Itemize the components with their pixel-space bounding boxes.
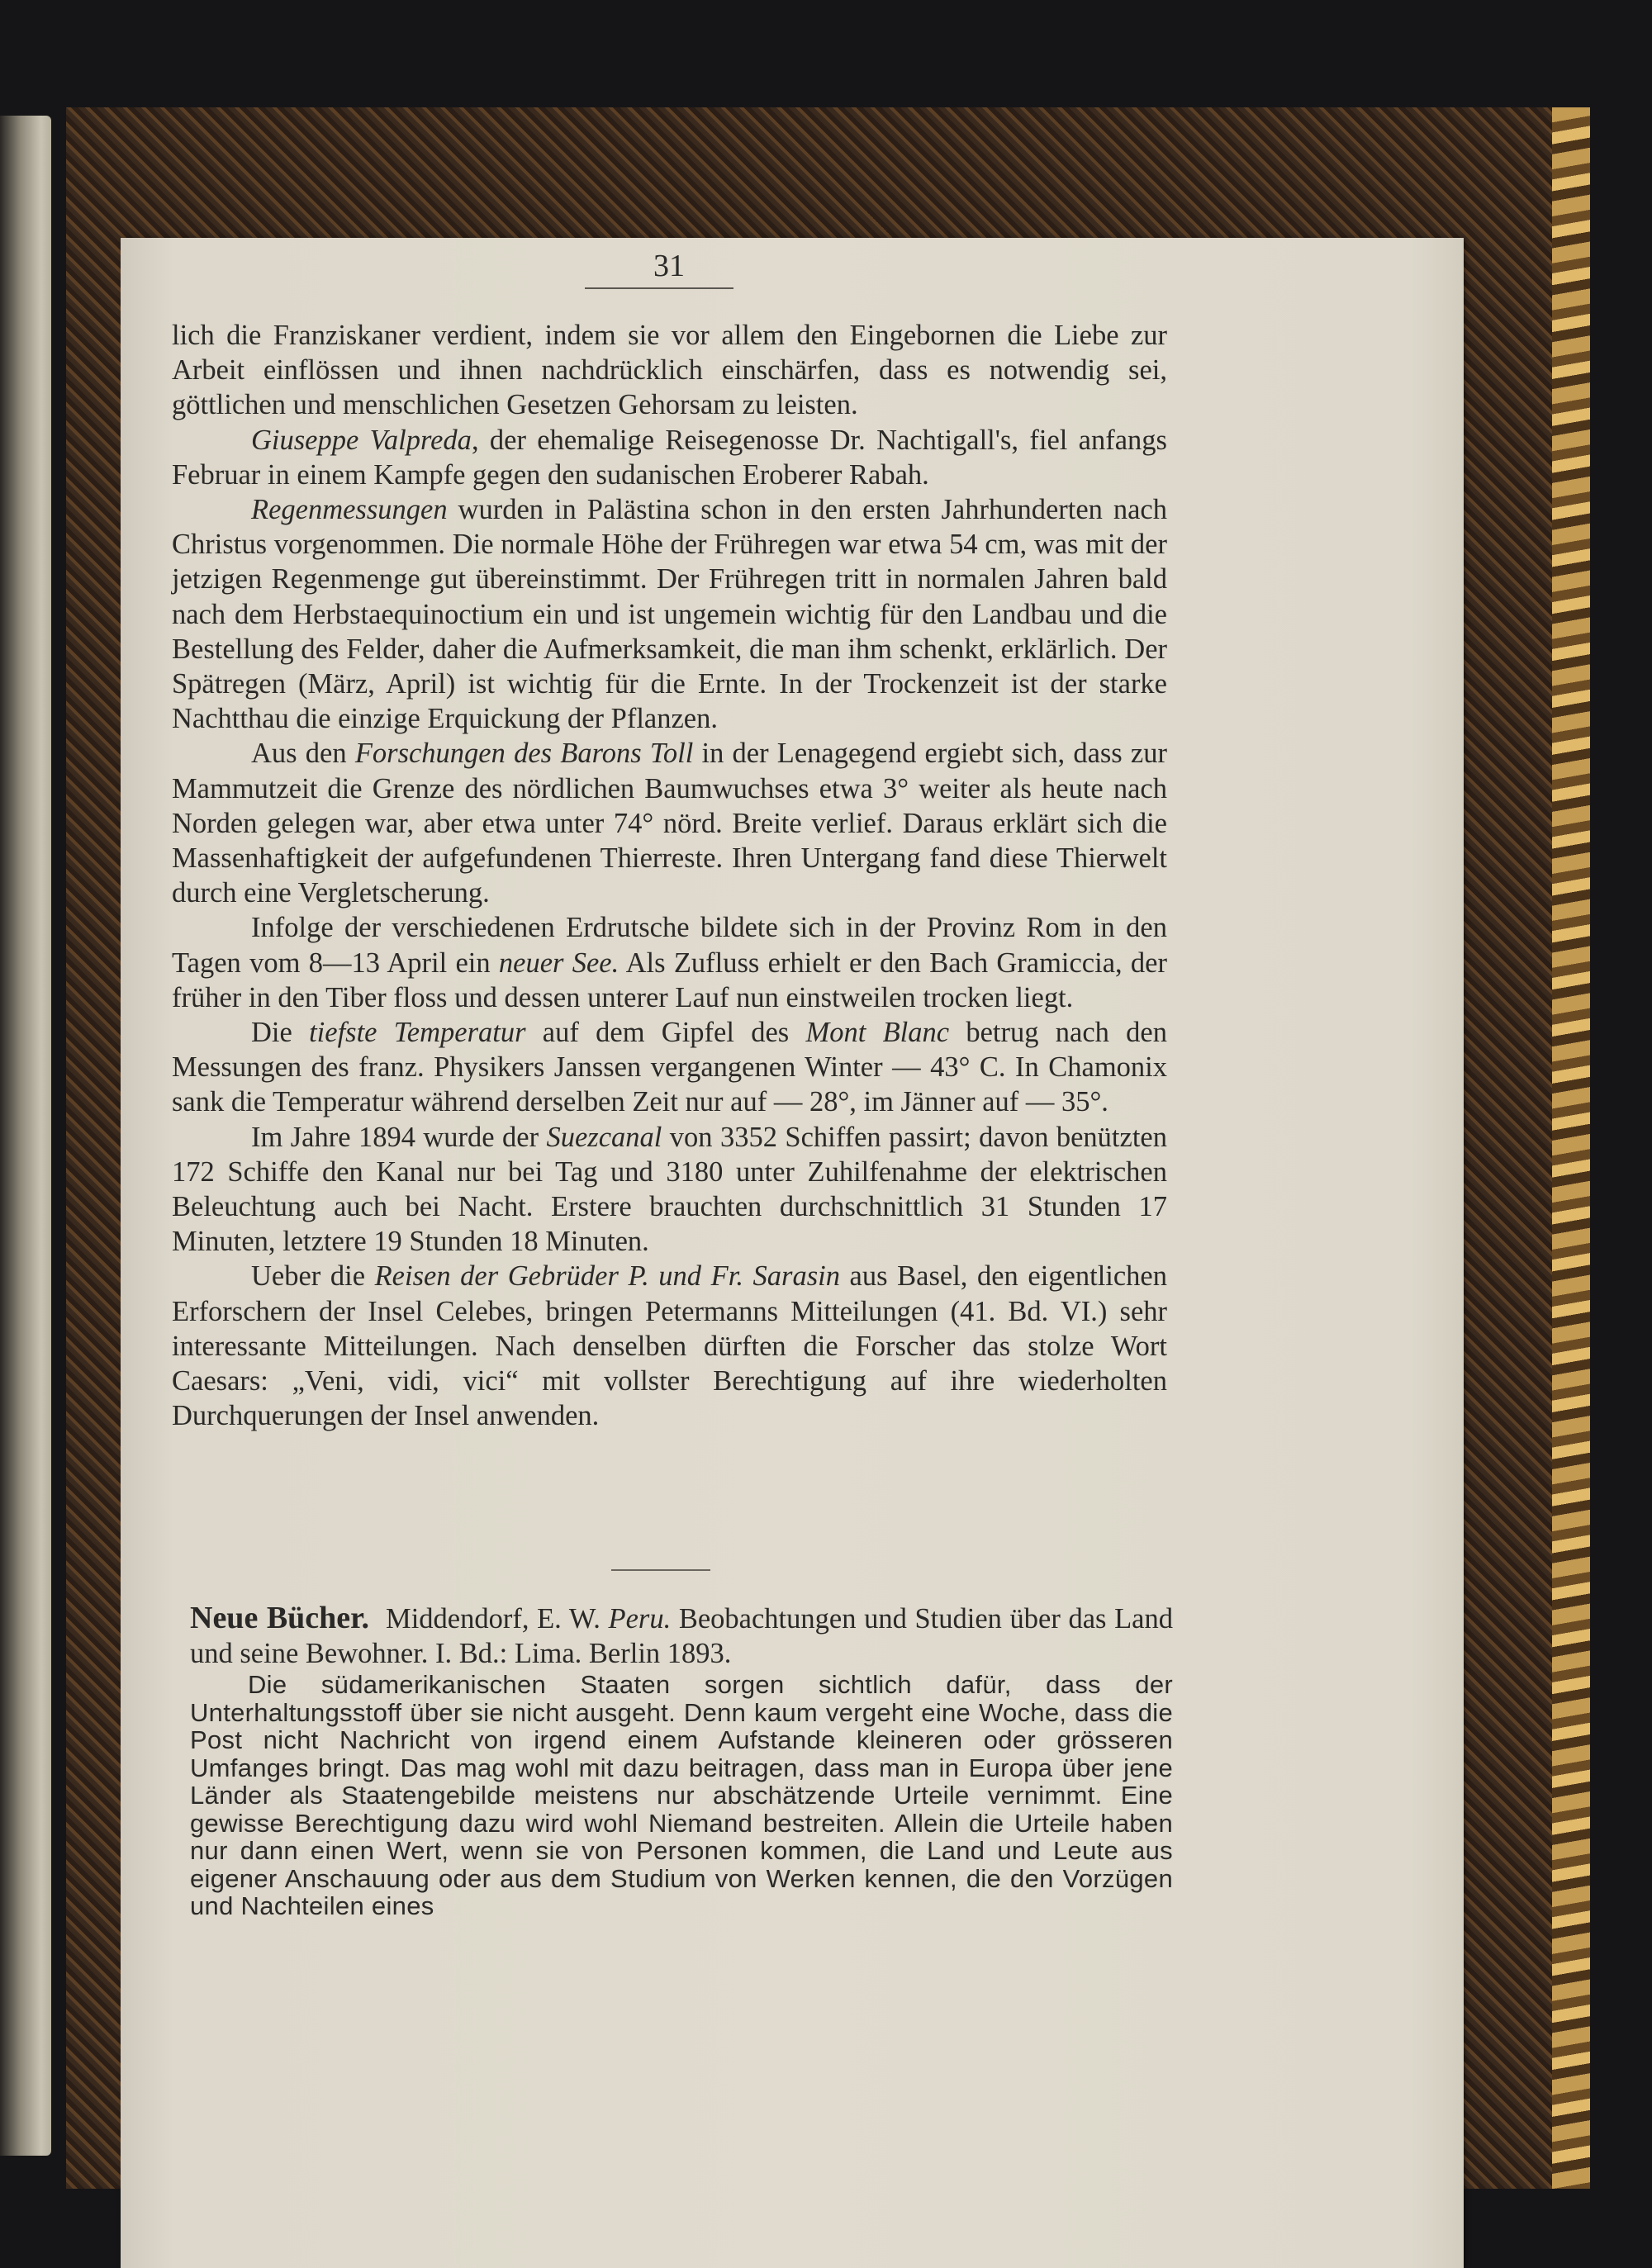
paragraph-text: auf dem Gipfel des xyxy=(525,1017,806,1049)
paragraph-text: lich die Franziskaner verdient, indem sie vor allem den Eingebornen die Liebe zur Arbeit einflössen und ihnen nachdrücklich einschärfen, dass es notwendig sei, göttlichen und menschlichen Gesetzen Gehorsam zu leisten. xyxy=(172,320,1167,421)
paragraph-italic: Suezcanal xyxy=(546,1121,662,1153)
page-number: 31 xyxy=(653,249,685,283)
book-review: Die südamerikanischen Staaten sorgen sichtlich dafür, dass der Unterhaltungsstoff über sie nicht ausgeht. Denn kaum vergeht eine Woche, dass die Post nicht Nachricht von irgend einem Aufstande kleineren oder grösseren Umfanges bringt. Das mag wohl mit dazu beitragen, dass man in Europa über jene Länder als Staatengebilde meistens nur abschätzende Urteile vernimmt. Eine gewisse Berechtigung dazu wird wohl Niemand bestreiten. Allein die Urteile haben nur dann einen Wert, wenn sie von Personen kommen, die Land und Leute aus eigener Anschauung oder aus dem Studium von Werken kennen, die den Vorzügen und Nachteilen eines xyxy=(190,1670,1173,1920)
previous-page-edge xyxy=(0,116,51,2156)
paragraph-italic: Forschungen des Barons Toll xyxy=(354,738,694,770)
body-text xyxy=(172,318,1167,1434)
paragraph xyxy=(172,318,1167,423)
paragraph xyxy=(172,1015,1167,1120)
book-citation xyxy=(190,1601,1173,1671)
paragraph-italic: neuer See. xyxy=(498,947,620,979)
paragraph-text: , der ehemalige Reisegenosse Dr. Nachtigall's, fiel anfangs Februar in einem Kampfe gegen den sudanischen Eroberer Rabah. xyxy=(172,424,1167,491)
page-number-rule xyxy=(585,287,733,289)
paragraph-text: Aus den xyxy=(251,738,355,770)
paragraph-italic: Regenmessungen xyxy=(251,494,448,526)
new-books-section xyxy=(190,1601,1173,1920)
paragraph-italic: Giuseppe Valpreda xyxy=(251,424,472,456)
paragraph-text: Im Jahre 1894 wurde der xyxy=(251,1121,547,1153)
section-heading: Neue Bücher. xyxy=(190,1601,370,1635)
paragraph-text: aus Basel, den eigentlichen Erforschern der Insel Celebes, bringen Petermanns Mitteilungen (41. Bd. VI.) sehr interessante Mitteilungen. Nach denselben dürften die Forscher das stolze Wort Caesars: „Veni, vidi, vici“ mit vollster Berechtigung auf ihre wiederholten Durchquerungen der Insel anwenden. xyxy=(172,1260,1167,1432)
paragraph-text: von 3352 Schiffen passirt; davon benützten 172 Schiffe den Kanal nur bei Tag und 3180 unter Zuhilfenahme der elektrischen Beleuchtung auch bei Nacht. Erstere brauchten durchschnittlich 31 Stunden 17 Minuten, letztere 19 Stunden 18 Minuten. xyxy=(172,1121,1167,1258)
paragraph-text: Ueber die xyxy=(251,1260,375,1293)
paragraph-text: in der Lenagegend ergiebt sich, dass zur Mammutzeit die Grenze des nördlichen Baumwuchses etwa 3° weiter als heute nach Norden gelegen war, aber etwa unter 74° nörd. Breite verlief. Daraus erklärt sich die Massenhaftigkeit der aufgefundenen Thierreste. Ihren Untergang fand diese Thierwelt durch eine Vergletscherung. xyxy=(172,738,1167,909)
citation-details: Beobachtungen und Studien über das Land und seine Bewohner. I. Bd.: Lima. Berlin 1893. xyxy=(190,1603,1173,1669)
citation-author: Middendorf, E. W. xyxy=(386,1603,609,1635)
paragraph-italic: Reisen der Gebrüder P. und Fr. Sarasin xyxy=(374,1260,840,1293)
paragraph-text: betrug nach den Messungen des franz. Physikers Janssen vergangenen Winter — 43° C. In Chamonix sank die Temperatur während derselben Zeit nur auf — 28°, im Jänner auf — 35°. xyxy=(172,1017,1167,1118)
marbled-edge xyxy=(1552,107,1590,2189)
paragraph-italic: Mont Blanc xyxy=(805,1017,950,1049)
paragraph xyxy=(172,910,1167,1015)
paragraph xyxy=(172,423,1167,492)
section-divider xyxy=(611,1569,710,1571)
paragraph-text: Als Zufluss erhielt er den Bach Gramiccia, der früher in den Tiber floss und dessen unterer Lauf nun einstweilen trocken liegt. xyxy=(172,947,1167,1013)
paragraph xyxy=(172,492,1167,736)
citation-title: Peru. xyxy=(608,1603,672,1635)
paragraph-text: wurden in Palästina schon in den ersten Jahrhunderten nach Christus vorgenommen. Die normale Höhe der Frühregen war etwa 54 cm, was mit der jetzigen Regenmenge gut übereinstimmt. Der Frühregen tritt in normalen Jahren bald nach dem Herbstaequinoctium ein und ist ungemein wichtig für den Landbau und die Bestellung des Felder, daher die Aufmerksamkeit, die man ihm schenkt, erklärlich. Der Spätregen (März, April) ist wichtig für die Ernte. In der Trockenzeit ist der starke Nachtthau die einzige Erquickung der Pflanzen. xyxy=(172,494,1167,735)
paragraph-text: Infolge der verschiedenen Erdrutsche bildete sich in der Provinz Rom in den Tagen vom 8—13 April ein xyxy=(172,912,1167,979)
paragraph-italic: tiefste Temperatur xyxy=(309,1017,526,1049)
paragraph xyxy=(172,736,1167,910)
paragraph-text: Die xyxy=(251,1017,310,1049)
paragraph xyxy=(172,1120,1167,1260)
paragraph xyxy=(172,1259,1167,1433)
